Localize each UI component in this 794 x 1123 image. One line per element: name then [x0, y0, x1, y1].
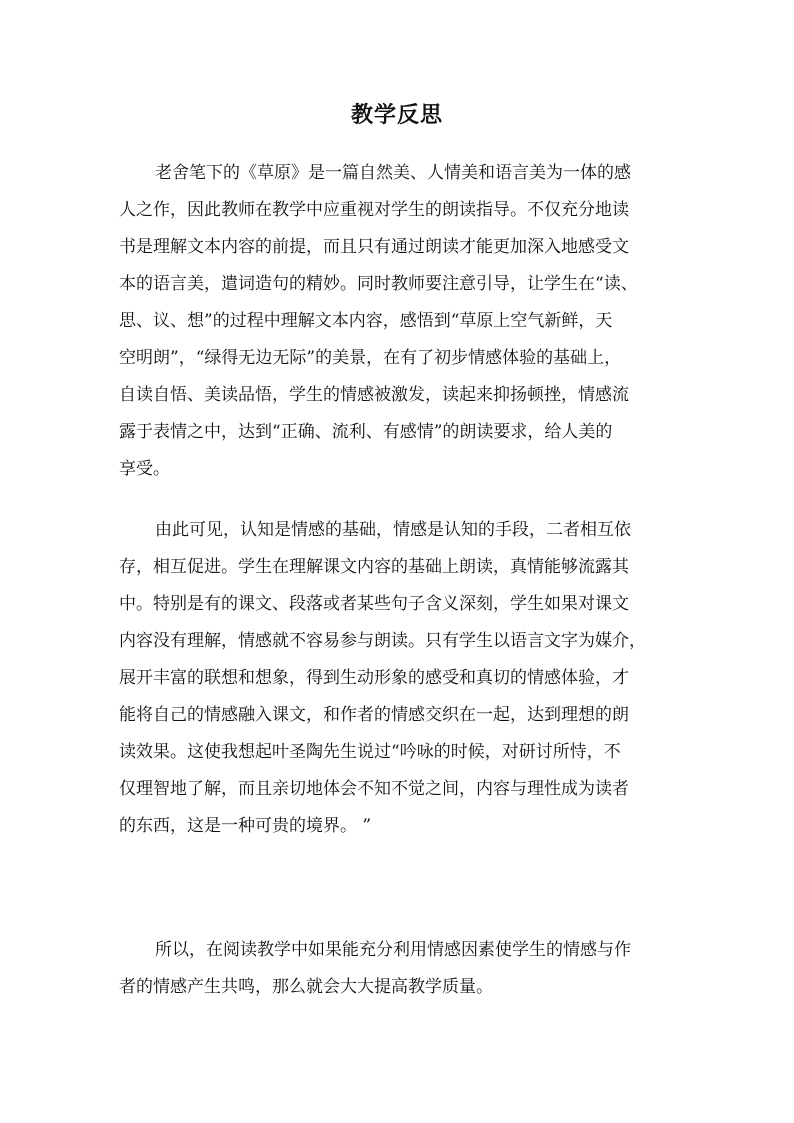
paragraph-line: 空明朗”，“绿得无边无际”的美景，在有了初步情感体验的基础上，: [119, 348, 622, 368]
paragraph-1: [119, 155, 679, 488]
paragraph-line: 中。特别是有的课文、段落或者某些句子含义深刻，学生如果对课文: [119, 594, 629, 614]
paragraph-line: 由此可见，认知是情感的基础，情感是认知的手段，二者相互依: [155, 520, 631, 540]
paragraph-3: [119, 932, 679, 1006]
paragraph-line: 本的语言美，遣词造句的精妙。同时教师要注意引导，让学生在“读、: [119, 274, 638, 294]
paragraph-line: 内容没有理解，情感就不容易参与朗读。只有学生以语言文字为媒介，: [119, 631, 646, 651]
paragraph-line: 读效果。这使我想起叶圣陶先生说过“吟咏的时候，对研讨所恃，不: [119, 742, 621, 762]
paragraph-2: [119, 512, 679, 845]
paragraph-line: 老舍笔下的《草原》是一篇自然美、人情美和语言美为一体的感: [155, 163, 631, 183]
paragraph-line: 人之作，因此教师在教学中应重视对学生的朗读指导。不仅充分地读: [119, 200, 629, 220]
paragraph-line: 思、议、想”的过程中理解文本内容，感悟到“草原上空气新鲜，天: [119, 311, 613, 331]
paragraph-line: 自读自悟、美读品悟，学生的情感被激发，读起来抑扬顿挫，情感流: [119, 385, 629, 405]
paragraph-line: 的东西，这是一种可贵的境界。 ”: [119, 816, 372, 836]
paragraph-line: 享受。: [119, 459, 170, 479]
paragraph-line: 书是理解文本内容的前提，而且只有通过朗读才能更加深入地感受文: [119, 237, 629, 257]
paragraph-line: 展开丰富的联想和想象，得到生动形象的感受和真切的情感体验，才: [119, 668, 629, 688]
paragraph-line: 能将自己的情感融入课文，和作者的情感交织在一起，达到理想的朗: [119, 705, 629, 725]
page-title: 教学反思: [350, 102, 443, 128]
paragraph-line: 仅理智地了解，而且亲切地体会不知不觉之间，内容与理性成为读者: [119, 779, 629, 799]
paragraph-line: 者的情感产生共鸣，那么就会大大提高教学质量。: [119, 977, 493, 997]
paragraph-line: 存，相互促进。学生在理解课文内容的基础上朗读，真情能够流露其: [119, 557, 629, 577]
paragraph-line: 所以，在阅读教学中如果能充分利用情感因素使学生的情感与作: [155, 940, 631, 960]
paragraph-line: 露于表情之中，达到“正确、流利、有感情”的朗读要求，给人美的: [119, 422, 613, 442]
